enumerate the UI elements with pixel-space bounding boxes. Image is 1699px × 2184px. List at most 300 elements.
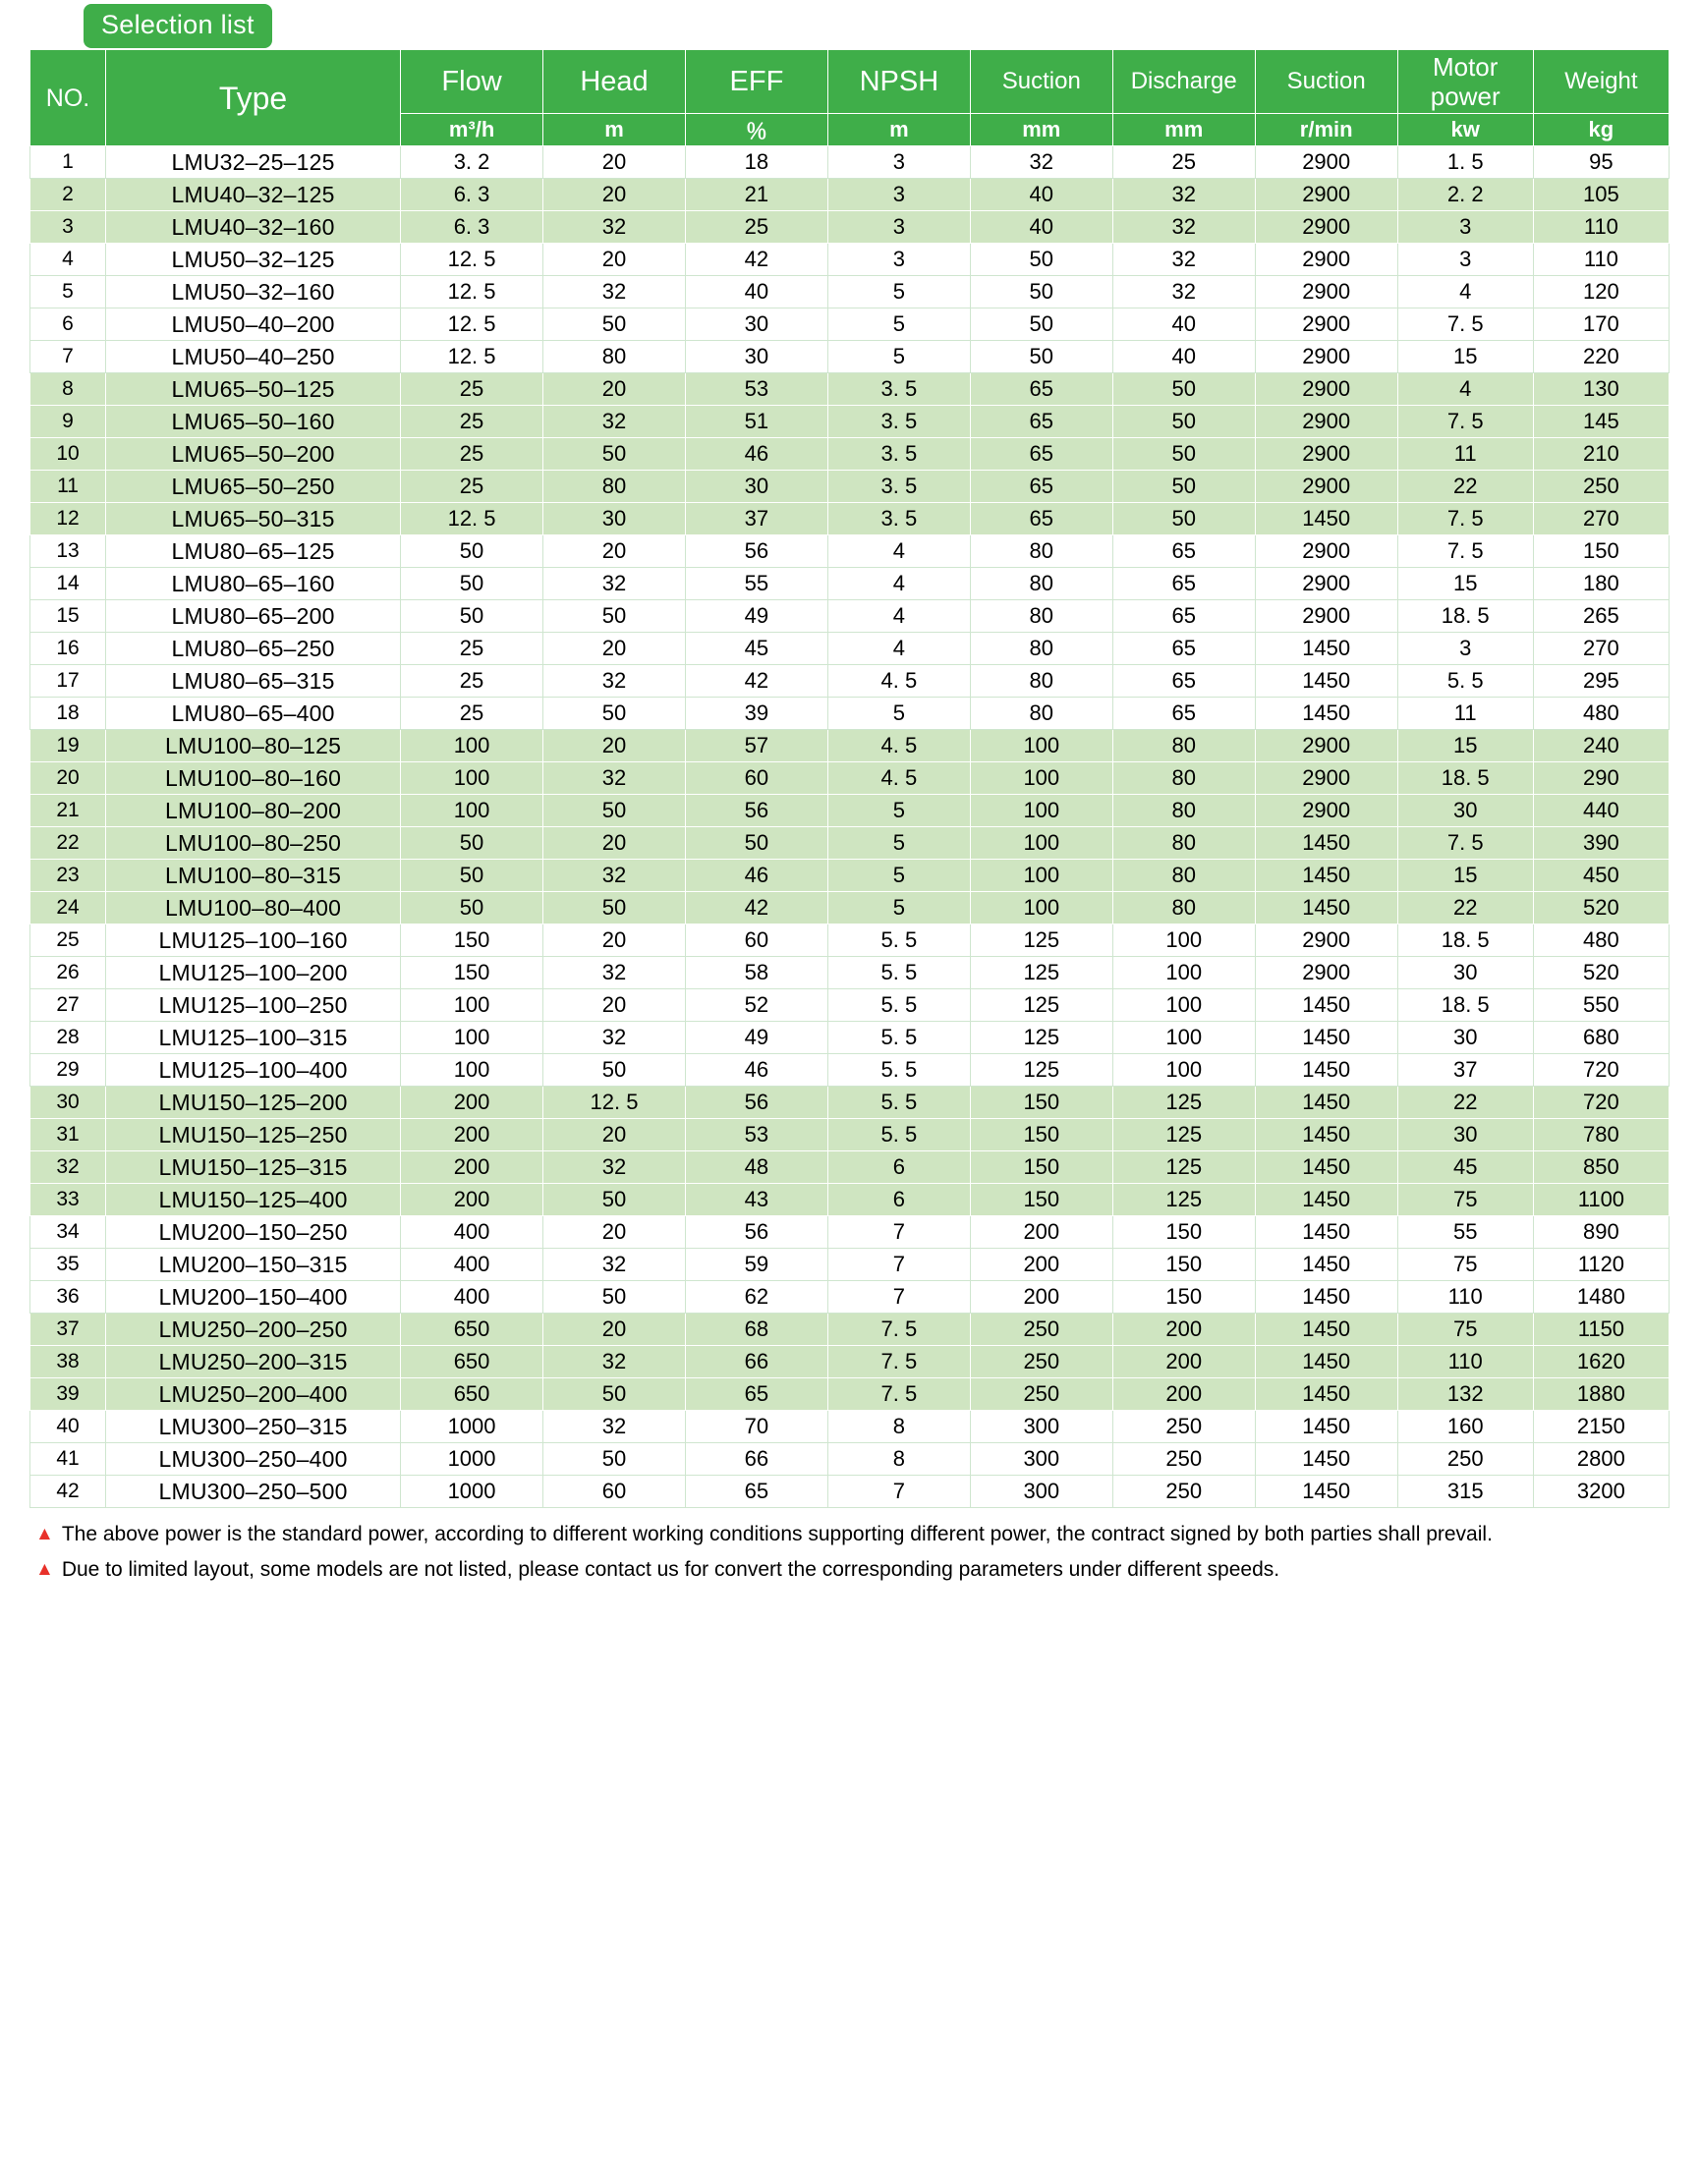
cell-no: 23 <box>30 860 106 892</box>
cell-value: 18. 5 <box>1397 989 1533 1022</box>
cell-value: 3. 5 <box>827 438 970 471</box>
cell-value: 59 <box>685 1249 827 1281</box>
table-row <box>30 1087 1670 1119</box>
unit-suction-speed: r/min <box>1255 114 1397 146</box>
cell-value: 200 <box>1112 1378 1255 1411</box>
cell-no: 22 <box>30 827 106 860</box>
cell-value: 150 <box>401 924 543 957</box>
cell-type: LMU65–50–200 <box>106 438 401 471</box>
table-row <box>30 244 1670 276</box>
cell-value: 20 <box>543 633 686 665</box>
cell-value: 2900 <box>1255 535 1397 568</box>
cell-type: LMU40–32–160 <box>106 211 401 244</box>
cell-value: 56 <box>685 1216 827 1249</box>
cell-value: 440 <box>1533 795 1669 827</box>
cell-value: 15 <box>1397 730 1533 762</box>
cell-value: 7 <box>827 1476 970 1508</box>
cell-type: LMU65–50–125 <box>106 373 401 406</box>
cell-value: 53 <box>685 373 827 406</box>
cell-value: 650 <box>401 1378 543 1411</box>
cell-value: 125 <box>970 957 1112 989</box>
table-row <box>30 633 1670 665</box>
cell-no: 9 <box>30 406 106 438</box>
cell-value: 48 <box>685 1151 827 1184</box>
cell-value: 8 <box>827 1411 970 1443</box>
cell-value: 42 <box>685 665 827 698</box>
cell-no: 34 <box>30 1216 106 1249</box>
table-row <box>30 568 1670 600</box>
cell-type: LMU300–250–500 <box>106 1476 401 1508</box>
table-row <box>30 1346 1670 1378</box>
cell-value: 4 <box>827 535 970 568</box>
cell-no: 24 <box>30 892 106 924</box>
cell-no: 29 <box>30 1054 106 1087</box>
cell-value: 30 <box>1397 957 1533 989</box>
cell-value: 57 <box>685 730 827 762</box>
table-row <box>30 827 1670 860</box>
cell-value: 50 <box>970 276 1112 308</box>
cell-no: 6 <box>30 308 106 341</box>
cell-value: 200 <box>970 1281 1112 1314</box>
cell-value: 480 <box>1533 698 1669 730</box>
cell-type: LMU65–50–315 <box>106 503 401 535</box>
cell-value: 125 <box>1112 1184 1255 1216</box>
cell-value: 650 <box>401 1346 543 1378</box>
cell-value: 250 <box>970 1378 1112 1411</box>
cell-value: 265 <box>1533 600 1669 633</box>
cell-value: 30 <box>685 308 827 341</box>
cell-value: 2900 <box>1255 276 1397 308</box>
unit-npsh: m <box>827 114 970 146</box>
cell-no: 11 <box>30 471 106 503</box>
cell-value: 150 <box>401 957 543 989</box>
cell-value: 1450 <box>1255 1346 1397 1378</box>
cell-type: LMU40–32–125 <box>106 179 401 211</box>
col-header-no: NO. <box>30 50 106 146</box>
cell-type: LMU100–80–400 <box>106 892 401 924</box>
cell-value: 80 <box>1112 762 1255 795</box>
cell-no: 39 <box>30 1378 106 1411</box>
cell-value: 5 <box>827 795 970 827</box>
table-row <box>30 698 1670 730</box>
cell-no: 40 <box>30 1411 106 1443</box>
cell-no: 28 <box>30 1022 106 1054</box>
cell-value: 42 <box>685 244 827 276</box>
table-row <box>30 1119 1670 1151</box>
cell-value: 56 <box>685 535 827 568</box>
cell-value: 45 <box>1397 1151 1533 1184</box>
cell-value: 65 <box>1112 665 1255 698</box>
table-row <box>30 1443 1670 1476</box>
cell-value: 5. 5 <box>827 1022 970 1054</box>
cell-value: 50 <box>401 568 543 600</box>
notes-block <box>29 1520 1670 1585</box>
cell-value: 520 <box>1533 957 1669 989</box>
cell-value: 5 <box>827 308 970 341</box>
table-row <box>30 406 1670 438</box>
cell-value: 7. 5 <box>827 1314 970 1346</box>
cell-value: 25 <box>401 471 543 503</box>
table-row <box>30 665 1670 698</box>
cell-value: 5. 5 <box>827 1087 970 1119</box>
cell-value: 7. 5 <box>1397 535 1533 568</box>
cell-value: 50 <box>685 827 827 860</box>
cell-value: 2900 <box>1255 600 1397 633</box>
cell-value: 1450 <box>1255 1151 1397 1184</box>
cell-type: LMU80–65–315 <box>106 665 401 698</box>
cell-value: 40 <box>685 276 827 308</box>
cell-value: 100 <box>401 795 543 827</box>
cell-no: 25 <box>30 924 106 957</box>
cell-value: 450 <box>1533 860 1669 892</box>
cell-value: 1450 <box>1255 1443 1397 1476</box>
cell-value: 100 <box>1112 957 1255 989</box>
cell-value: 250 <box>1112 1443 1255 1476</box>
cell-value: 3 <box>1397 633 1533 665</box>
cell-value: 80 <box>1112 827 1255 860</box>
cell-value: 30 <box>1397 1022 1533 1054</box>
table-row <box>30 1281 1670 1314</box>
cell-value: 65 <box>970 373 1112 406</box>
cell-value: 250 <box>1112 1411 1255 1443</box>
table-row <box>30 1314 1670 1346</box>
table-row <box>30 924 1670 957</box>
cell-value: 3 <box>827 244 970 276</box>
cell-type: LMU125–100–160 <box>106 924 401 957</box>
cell-value: 50 <box>1112 406 1255 438</box>
cell-value: 20 <box>543 989 686 1022</box>
cell-value: 3. 5 <box>827 373 970 406</box>
cell-type: LMU150–125–250 <box>106 1119 401 1151</box>
cell-value: 50 <box>1112 503 1255 535</box>
cell-value: 100 <box>1112 1022 1255 1054</box>
cell-value: 32 <box>543 957 686 989</box>
col-header-discharge-size: Discharge <box>1112 50 1255 114</box>
table-row <box>30 1022 1670 1054</box>
cell-value: 50 <box>543 1378 686 1411</box>
cell-type: LMU80–65–400 <box>106 698 401 730</box>
cell-value: 100 <box>401 989 543 1022</box>
cell-value: 1450 <box>1255 1119 1397 1151</box>
unit-eff: ％ <box>685 114 827 146</box>
cell-value: 150 <box>970 1119 1112 1151</box>
cell-value: 100 <box>401 762 543 795</box>
cell-value: 125 <box>970 1054 1112 1087</box>
table-row <box>30 438 1670 471</box>
cell-value: 100 <box>1112 924 1255 957</box>
cell-value: 6 <box>827 1184 970 1216</box>
cell-value: 3. 5 <box>827 406 970 438</box>
cell-value: 80 <box>970 698 1112 730</box>
cell-value: 2900 <box>1255 244 1397 276</box>
cell-value: 66 <box>685 1346 827 1378</box>
cell-no: 12 <box>30 503 106 535</box>
cell-value: 25 <box>401 373 543 406</box>
cell-value: 400 <box>401 1216 543 1249</box>
table-header <box>30 50 1670 146</box>
cell-value: 32 <box>543 665 686 698</box>
table-row <box>30 276 1670 308</box>
cell-value: 200 <box>1112 1314 1255 1346</box>
cell-value: 49 <box>685 600 827 633</box>
cell-value: 20 <box>543 146 686 179</box>
table-row <box>30 535 1670 568</box>
cell-value: 25 <box>401 406 543 438</box>
cell-value: 1450 <box>1255 1281 1397 1314</box>
cell-value: 7 <box>827 1281 970 1314</box>
unit-discharge-size: mm <box>1112 114 1255 146</box>
cell-value: 150 <box>970 1184 1112 1216</box>
cell-value: 50 <box>401 827 543 860</box>
cell-no: 42 <box>30 1476 106 1508</box>
cell-value: 7. 5 <box>1397 503 1533 535</box>
cell-value: 4 <box>827 633 970 665</box>
cell-value: 100 <box>401 1022 543 1054</box>
cell-value: 30 <box>685 471 827 503</box>
cell-value: 145 <box>1533 406 1669 438</box>
cell-value: 2900 <box>1255 179 1397 211</box>
cell-value: 32 <box>543 1151 686 1184</box>
table-row <box>30 503 1670 535</box>
cell-value: 1150 <box>1533 1314 1669 1346</box>
cell-value: 3. 5 <box>827 503 970 535</box>
cell-value: 110 <box>1397 1346 1533 1378</box>
cell-value: 5. 5 <box>827 924 970 957</box>
cell-type: LMU300–250–400 <box>106 1443 401 1476</box>
cell-value: 50 <box>543 698 686 730</box>
cell-value: 150 <box>970 1087 1112 1119</box>
table-row <box>30 146 1670 179</box>
cell-value: 1100 <box>1533 1184 1669 1216</box>
table-row <box>30 762 1670 795</box>
cell-value: 80 <box>543 341 686 373</box>
cell-value: 60 <box>685 762 827 795</box>
cell-value: 95 <box>1533 146 1669 179</box>
cell-no: 1 <box>30 146 106 179</box>
cell-value: 12. 5 <box>401 244 543 276</box>
cell-value: 5. 5 <box>1397 665 1533 698</box>
cell-value: 1450 <box>1255 1216 1397 1249</box>
cell-value: 5. 5 <box>827 957 970 989</box>
table-row <box>30 341 1670 373</box>
cell-no: 32 <box>30 1151 106 1184</box>
cell-value: 25 <box>685 211 827 244</box>
cell-type: LMU100–80–200 <box>106 795 401 827</box>
cell-value: 22 <box>1397 1087 1533 1119</box>
cell-value: 1450 <box>1255 1314 1397 1346</box>
cell-value: 2900 <box>1255 762 1397 795</box>
cell-value: 1450 <box>1255 1054 1397 1087</box>
cell-type: LMU80–65–250 <box>106 633 401 665</box>
cell-value: 7. 5 <box>827 1346 970 1378</box>
cell-type: LMU100–80–125 <box>106 730 401 762</box>
cell-value: 65 <box>970 471 1112 503</box>
cell-value: 20 <box>543 1119 686 1151</box>
cell-value: 32 <box>543 1249 686 1281</box>
cell-value: 5 <box>827 827 970 860</box>
triangle-icon: ▲ <box>35 1559 54 1580</box>
col-header-eff: EFF <box>685 50 827 114</box>
cell-value: 110 <box>1397 1281 1533 1314</box>
note-text: Due to limited layout, some models are not listed, please contact us for convert the corresponding parameters under different speeds. <box>61 1558 1280 1581</box>
cell-value: 2900 <box>1255 146 1397 179</box>
cell-no: 21 <box>30 795 106 827</box>
page-title-area <box>29 0 1670 47</box>
col-header-suction-speed: Suction <box>1255 50 1397 114</box>
cell-value: 1450 <box>1255 1184 1397 1216</box>
cell-value: 200 <box>401 1151 543 1184</box>
cell-no: 30 <box>30 1087 106 1119</box>
cell-type: LMU65–50–160 <box>106 406 401 438</box>
unit-head: m <box>543 114 686 146</box>
cell-value: 1450 <box>1255 1249 1397 1281</box>
cell-no: 10 <box>30 438 106 471</box>
cell-type: LMU125–100–250 <box>106 989 401 1022</box>
cell-value: 100 <box>970 730 1112 762</box>
cell-value: 220 <box>1533 341 1669 373</box>
cell-no: 19 <box>30 730 106 762</box>
cell-value: 80 <box>1112 860 1255 892</box>
cell-value: 2900 <box>1255 568 1397 600</box>
cell-value: 150 <box>1533 535 1669 568</box>
cell-value: 15 <box>1397 568 1533 600</box>
cell-no: 2 <box>30 179 106 211</box>
cell-value: 4 <box>1397 373 1533 406</box>
cell-value: 37 <box>685 503 827 535</box>
cell-value: 290 <box>1533 762 1669 795</box>
cell-value: 720 <box>1533 1087 1669 1119</box>
cell-value: 2900 <box>1255 406 1397 438</box>
cell-value: 650 <box>401 1314 543 1346</box>
cell-value: 200 <box>970 1249 1112 1281</box>
cell-value: 46 <box>685 438 827 471</box>
cell-value: 50 <box>1112 471 1255 503</box>
cell-value: 65 <box>1112 600 1255 633</box>
cell-value: 65 <box>1112 698 1255 730</box>
cell-value: 1450 <box>1255 1476 1397 1508</box>
cell-no: 13 <box>30 535 106 568</box>
cell-value: 4 <box>827 568 970 600</box>
cell-value: 390 <box>1533 827 1669 860</box>
cell-value: 850 <box>1533 1151 1669 1184</box>
cell-type: LMU50–40–250 <box>106 341 401 373</box>
cell-value: 125 <box>1112 1119 1255 1151</box>
cell-value: 270 <box>1533 633 1669 665</box>
cell-value: 1120 <box>1533 1249 1669 1281</box>
cell-value: 2900 <box>1255 730 1397 762</box>
cell-type: LMU150–125–200 <box>106 1087 401 1119</box>
cell-value: 6 <box>827 1151 970 1184</box>
cell-value: 5 <box>827 892 970 924</box>
cell-value: 37 <box>1397 1054 1533 1087</box>
cell-value: 75 <box>1397 1314 1533 1346</box>
cell-value: 250 <box>970 1346 1112 1378</box>
cell-value: 5 <box>827 860 970 892</box>
cell-no: 41 <box>30 1443 106 1476</box>
cell-value: 4. 5 <box>827 665 970 698</box>
cell-type: LMU250–200–400 <box>106 1378 401 1411</box>
table-row <box>30 211 1670 244</box>
cell-value: 2900 <box>1255 957 1397 989</box>
cell-value: 110 <box>1533 244 1669 276</box>
cell-value: 1450 <box>1255 860 1397 892</box>
cell-value: 150 <box>1112 1249 1255 1281</box>
cell-value: 60 <box>543 1476 686 1508</box>
cell-value: 65 <box>1112 568 1255 600</box>
cell-no: 27 <box>30 989 106 1022</box>
cell-value: 3 <box>1397 211 1533 244</box>
cell-value: 125 <box>970 989 1112 1022</box>
cell-value: 315 <box>1397 1476 1533 1508</box>
cell-value: 1000 <box>401 1476 543 1508</box>
note-text: The above power is the standard power, according to different working conditions supporting different power, the contract signed by both parties shall prevail. <box>61 1523 1493 1545</box>
cell-value: 125 <box>970 1022 1112 1054</box>
cell-value: 40 <box>1112 308 1255 341</box>
cell-value: 250 <box>1397 1443 1533 1476</box>
cell-value: 100 <box>401 730 543 762</box>
cell-value: 300 <box>970 1443 1112 1476</box>
cell-value: 22 <box>1397 471 1533 503</box>
cell-value: 39 <box>685 698 827 730</box>
cell-value: 1450 <box>1255 892 1397 924</box>
cell-value: 100 <box>970 762 1112 795</box>
cell-value: 66 <box>685 1443 827 1476</box>
cell-type: LMU100–80–160 <box>106 762 401 795</box>
cell-type: LMU100–80–315 <box>106 860 401 892</box>
cell-value: 30 <box>1397 795 1533 827</box>
table-row <box>30 373 1670 406</box>
cell-value: 20 <box>543 1314 686 1346</box>
cell-value: 50 <box>401 600 543 633</box>
cell-value: 3 <box>827 146 970 179</box>
cell-value: 7 <box>827 1249 970 1281</box>
table-row <box>30 892 1670 924</box>
cell-value: 160 <box>1397 1411 1533 1443</box>
cell-type: LMU100–80–250 <box>106 827 401 860</box>
cell-type: LMU200–150–315 <box>106 1249 401 1281</box>
col-header-flow: Flow <box>401 50 543 114</box>
table-body <box>30 146 1670 1508</box>
cell-type: LMU200–150–250 <box>106 1216 401 1249</box>
cell-type: LMU250–200–315 <box>106 1346 401 1378</box>
cell-value: 200 <box>401 1119 543 1151</box>
table-row <box>30 1411 1670 1443</box>
cell-no: 35 <box>30 1249 106 1281</box>
cell-no: 18 <box>30 698 106 730</box>
cell-type: LMU300–250–315 <box>106 1411 401 1443</box>
col-header-suction-size: Suction <box>970 50 1112 114</box>
cell-value: 680 <box>1533 1022 1669 1054</box>
cell-value: 20 <box>543 373 686 406</box>
cell-value: 50 <box>970 244 1112 276</box>
cell-value: 1450 <box>1255 1087 1397 1119</box>
cell-value: 1000 <box>401 1411 543 1443</box>
cell-value: 32 <box>1112 179 1255 211</box>
cell-value: 400 <box>401 1249 543 1281</box>
cell-value: 80 <box>1112 730 1255 762</box>
cell-value: 65 <box>685 1476 827 1508</box>
cell-value: 40 <box>970 179 1112 211</box>
cell-value: 2900 <box>1255 795 1397 827</box>
cell-value: 20 <box>543 535 686 568</box>
table-row <box>30 957 1670 989</box>
cell-value: 50 <box>543 308 686 341</box>
cell-value: 80 <box>1112 892 1255 924</box>
cell-no: 8 <box>30 373 106 406</box>
col-header-motor-power: Motor power <box>1397 50 1533 114</box>
cell-value: 100 <box>970 827 1112 860</box>
cell-value: 75 <box>1397 1249 1533 1281</box>
